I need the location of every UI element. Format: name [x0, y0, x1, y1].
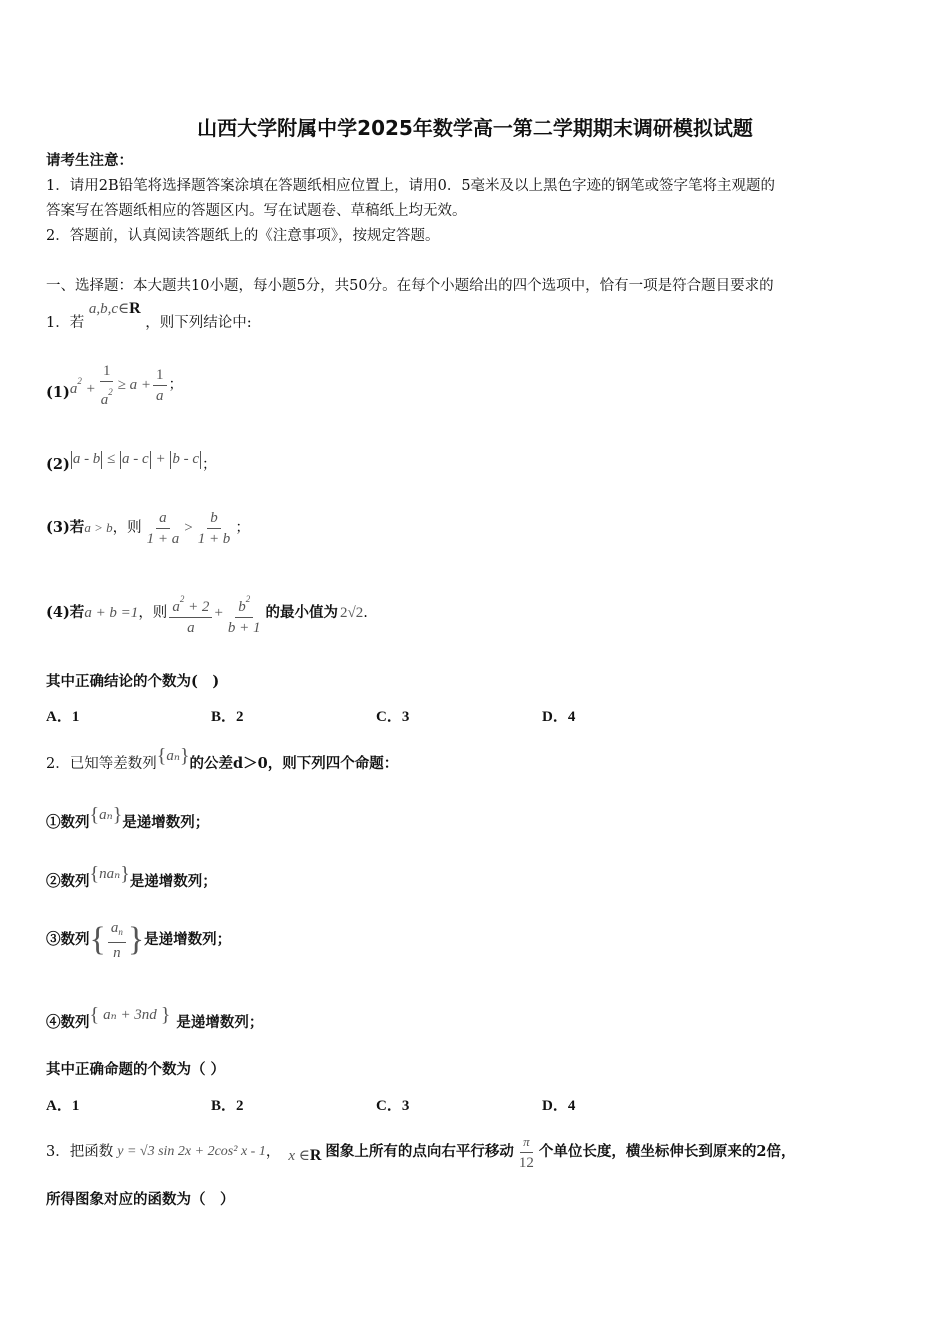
- q1-s4-condition: a + b =1: [84, 605, 139, 621]
- q2-ask: 其中正确命题的个数为（ ）: [46, 1061, 226, 1078]
- question-3-stem: [46, 1130, 910, 1174]
- q2-p3-label: ③数列: [46, 931, 90, 948]
- q2-p4-label: ④数列: [46, 1014, 90, 1031]
- notice-line-3: 2．答题前，认真阅读答题纸上的《注意事项》，按规定答题。: [46, 228, 440, 244]
- q3-prefix: 3．把函数: [46, 1144, 114, 1160]
- q2-p1-end: 是递增数列；: [122, 814, 210, 831]
- q2-p3-end: 是递增数列；: [144, 931, 232, 948]
- q2-proposition-3: ③数列 { $\frac{a_n}{n}$ } 是递增数列；: [46, 919, 232, 961]
- notice-line-2: 答案写在答题纸相应的答题区内。写在试题卷、草稿纸上均无效。: [46, 203, 467, 219]
- q2-p1-label: ①数列: [46, 814, 90, 831]
- q3-condition: x ∈: [288, 1148, 310, 1164]
- q1-option-c[interactable]: C．3: [376, 709, 410, 725]
- q2-p4-end: 是递增数列；: [176, 1014, 264, 1031]
- q1-s2-label: (2): [46, 456, 70, 473]
- q1-s1-end: ；: [168, 377, 184, 393]
- q1-statement-4: (4)若 a + b =1 ，则 $\frac{a^2 + 2}{a}$ + $\frac{b^2}{b + 1}$ 的最小值为 2√2 .: [46, 588, 910, 638]
- q1-s4-label: (4)若: [46, 604, 85, 621]
- q1-real-set: R: [129, 300, 141, 317]
- notice-line-1: 1．请用2B铅笔将选择题答案涂填在答题纸相应位置上，请用0．5毫米及以上黑色字迹的钢笔或签字笔将主观题的: [46, 178, 776, 194]
- q2-option-b[interactable]: B．2: [211, 1098, 244, 1114]
- q3-line-2: 所得图象对应的函数为（ ）: [46, 1191, 235, 1208]
- q2-p1-sequence: aₙ: [99, 807, 113, 823]
- question-2-stem: 2．已知等差数列 { aₙ } 的公差d＞0，则下列四个命题：: [46, 740, 910, 772]
- q3-tail: 个单位长度，横坐标伸长到原来的2倍，: [538, 1143, 796, 1160]
- q2-suffix: 的公差d＞0，则下列四个命题：: [189, 755, 399, 772]
- q2-p2-sequence: naₙ: [99, 866, 121, 882]
- q2-proposition-4: ④数列 { aₙ + 3nd } 是递增数列；: [46, 998, 910, 1032]
- q2-prefix: 2．已知等差数列: [46, 756, 157, 772]
- q2-sequence: aₙ: [166, 748, 180, 764]
- q2-p2-end: 是递增数列；: [129, 873, 217, 890]
- q3-real-set: R: [309, 1147, 322, 1164]
- q1-s4-tail: 的最小值为: [265, 604, 339, 621]
- q3-separator: ，: [265, 1144, 281, 1160]
- q1-s2-end: ；: [201, 457, 217, 473]
- q1-ask: 其中正确结论的个数为( ): [46, 673, 220, 690]
- q2-option-c[interactable]: C．3: [376, 1098, 410, 1114]
- q1-suffix: ，则下列结论中:: [145, 315, 252, 331]
- q1-s4-value: 2√2: [340, 605, 364, 621]
- q1-s3-condition: a > b: [84, 520, 113, 535]
- q2-proposition-2: ②数列 { naₙ } 是递增数列；: [46, 857, 910, 891]
- q1-statement-3: (3)若 a > b ，则 $\frac{a}{1 + a}$ > $\frac{b}{1 + b}$ ；: [46, 509, 250, 547]
- q2-option-d[interactable]: D．4: [542, 1098, 576, 1114]
- q3-shift-denominator: 12: [518, 1154, 534, 1171]
- question-1-stem: [46, 300, 910, 334]
- q1-s3-label: (3)若: [46, 519, 85, 536]
- q3-shift-numerator: π: [520, 1132, 533, 1153]
- section-heading: 一、选择题：本大题共10小题，每小题5分，共50分。在每个小题给出的四个选项中，恰有一项是符合题目要求的: [46, 278, 774, 294]
- q1-s3-end: ；: [235, 520, 250, 536]
- page-title: 山西大学附属中学2025年数学高一第二学期期末调研模拟试题: [197, 116, 753, 140]
- notice-heading: 请考生注意：: [46, 152, 133, 169]
- q2-option-a[interactable]: A．1: [46, 1098, 80, 1114]
- q1-s1-label: (1): [46, 384, 70, 401]
- q1-option-a[interactable]: A．1: [46, 709, 80, 725]
- q3-function: y = √3 sin 2x + 2cos² x - 1: [117, 1144, 266, 1159]
- q1-condition: a,b,c∈: [88, 301, 130, 317]
- q1-statement-2: (2) a - b ≤ a - c + b - c ；: [46, 444, 910, 474]
- q1-option-b[interactable]: B．2: [211, 709, 244, 725]
- q1-statement-1: (1) $a^2$ + $\frac{1}{a^2}$ ≥ a + $\frac{1}{a}$ ；: [46, 362, 184, 408]
- q1-s4-end: .: [363, 605, 368, 621]
- q2-p4-sequence: aₙ + 3nd: [103, 1007, 157, 1023]
- q1-option-d[interactable]: D．4: [542, 709, 576, 725]
- q2-p2-label: ②数列: [46, 873, 90, 890]
- q1-prefix: 1．若: [46, 315, 85, 331]
- q3-middle: 图象上所有的点向右平行移动: [325, 1143, 514, 1160]
- q1-s3-mid: ，则: [112, 520, 142, 536]
- q2-proposition-1: ①数列 { aₙ } 是递增数列；: [46, 798, 910, 832]
- q1-s4-mid: ，则: [138, 605, 168, 621]
